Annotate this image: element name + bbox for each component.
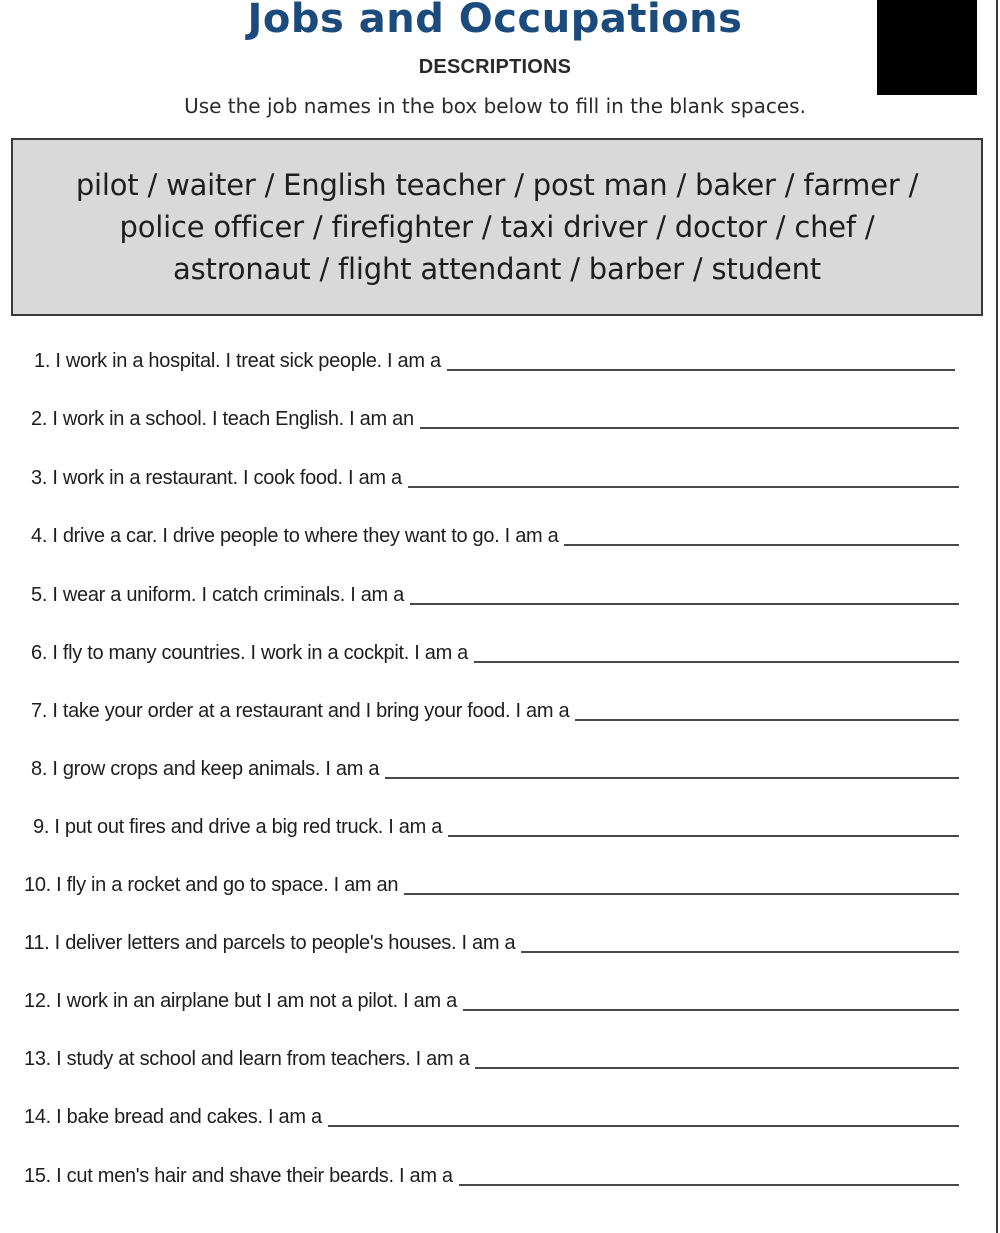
page-title: Jobs and Occupations: [247, 0, 743, 42]
question-text: 7. I take your order at a restaurant and I bring your food. I am a: [31, 700, 570, 722]
question-text: 5. I wear a uniform. I catch criminals. I am a: [31, 584, 404, 606]
question-text: 12. I work in an airplane but I am not a pilot. I am a: [24, 990, 457, 1012]
question-text: 2. I work in a school. I teach English. I am an: [31, 408, 414, 430]
question-text: 9. I put out fires and drive a big red truck. I am a: [33, 816, 443, 838]
question-item: [24, 870, 959, 898]
page-subtitle: DESCRIPTIONS: [418, 56, 572, 78]
question-item: [31, 754, 959, 782]
question-text: 3. I work in a restaurant. I cook food. I am a: [31, 467, 402, 489]
question-item: [24, 986, 959, 1014]
answer-blank[interactable]: [420, 427, 959, 429]
answer-blank[interactable]: [408, 486, 959, 488]
word-bank-box: [11, 138, 983, 316]
question-text: 8. I grow crops and keep animals. I am a: [31, 758, 380, 780]
question-item: [24, 1161, 959, 1189]
answer-blank[interactable]: [459, 1184, 959, 1186]
question-text: 13. I study at school and learn from teachers. I am a: [24, 1048, 470, 1070]
answer-blank[interactable]: [564, 544, 959, 546]
answer-blank[interactable]: [404, 893, 959, 895]
word-bank-text: [76, 164, 918, 290]
question-item: [33, 812, 959, 840]
question-text: 15. I cut men's hair and shave their beards. I am a: [24, 1165, 453, 1187]
question-item: [34, 346, 955, 374]
question-item: [31, 404, 959, 432]
question-item: [31, 463, 959, 491]
question-item: [31, 521, 959, 549]
question-text: 6. I fly to many countries. I work in a cockpit. I am a: [31, 642, 469, 664]
answer-blank[interactable]: [410, 603, 959, 605]
answer-blank[interactable]: [475, 1067, 959, 1069]
question-text: 10. I fly in a rocket and go to space. I am an: [24, 874, 399, 896]
question-item: [31, 696, 959, 724]
answer-blank[interactable]: [521, 951, 959, 953]
question-item: [24, 1044, 959, 1072]
question-text: 4. I drive a car. I drive people to where they want to go. I am a: [31, 525, 559, 547]
answer-blank[interactable]: [447, 369, 955, 371]
word-bank-line: police officer / firefighter / taxi driver / doctor / chef /: [119, 210, 875, 244]
word-bank-line: pilot / waiter / English teacher / post man / baker / farmer /: [75, 168, 919, 202]
question-text: 14. I bake bread and cakes. I am a: [24, 1106, 322, 1128]
question-item: [31, 580, 959, 608]
page-right-border: [996, 0, 998, 1233]
answer-blank[interactable]: [474, 661, 959, 663]
answer-blank[interactable]: [463, 1009, 959, 1011]
question-text: 1. I work in a hospital. I treat sick people. I am a: [34, 350, 441, 372]
answer-blank[interactable]: [328, 1125, 959, 1127]
answer-blank[interactable]: [575, 719, 959, 721]
question-item: [24, 1102, 959, 1130]
question-item: [24, 928, 959, 956]
question-text: 11. I deliver letters and parcels to people's houses. I am a: [24, 932, 516, 954]
answer-blank[interactable]: [385, 777, 959, 779]
question-item: [31, 638, 959, 666]
word-bank-line: astronaut / flight attendant / barber / student: [173, 252, 821, 286]
instructions-text: Use the job names in the box below to fill in the blank spaces.: [184, 94, 806, 118]
answer-blank[interactable]: [448, 835, 959, 837]
